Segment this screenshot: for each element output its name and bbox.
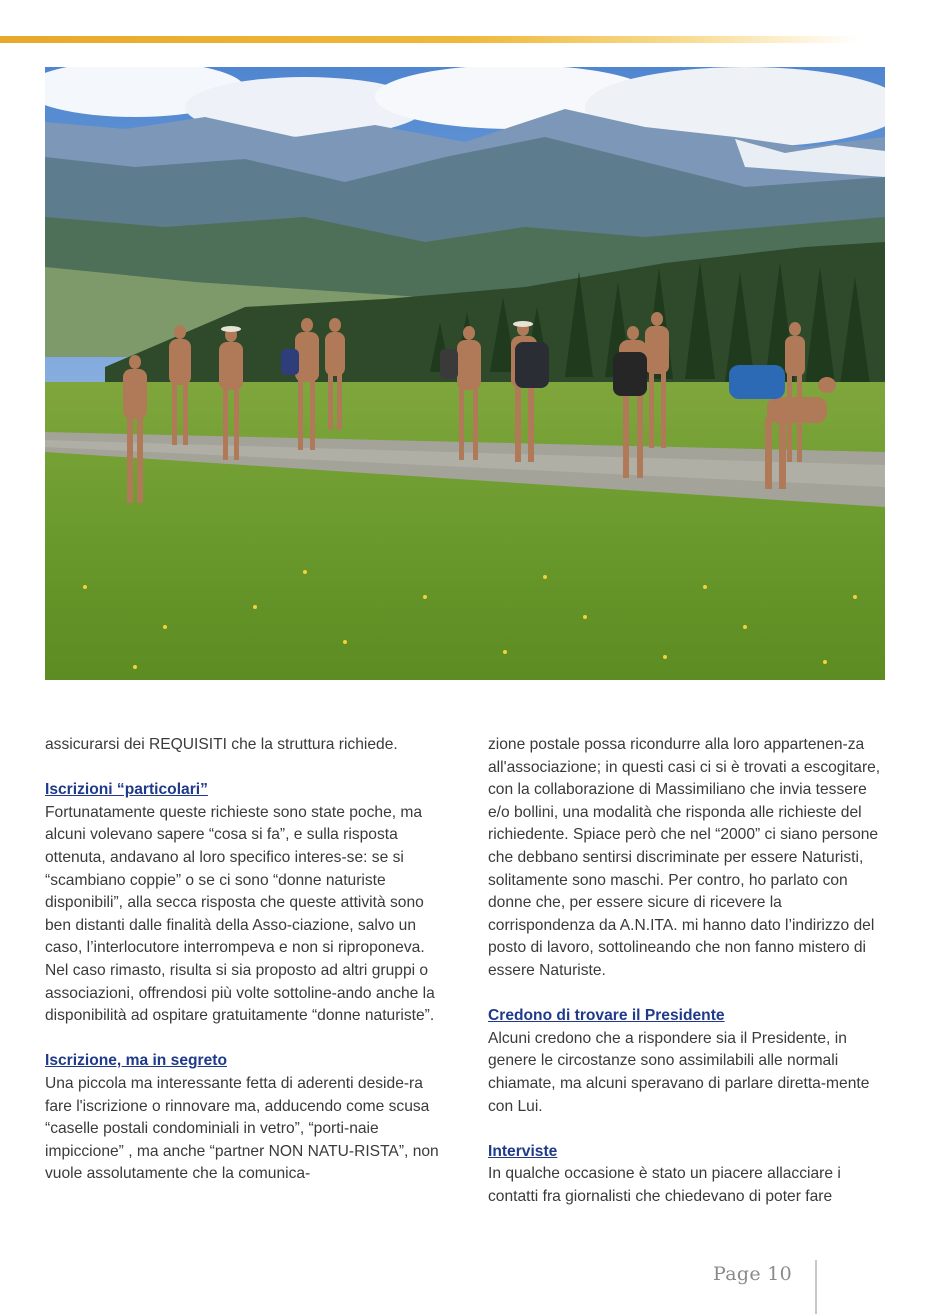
paragraph: Fortunatamente queste richieste sono state poche, ma alcuni volevano sapere “cosa si fa”, e sulla risposta ottenuta, andavano al loro specifico interes-se: se si “scambiano coppie” o se ci sono “donne naturiste disponibili”, alla secca risposta che queste attività sono ben distanti dalle finalità della Asso-ciazione, salvo un caso, l’interlocutore interrompeva e non si riproponeva. [45, 803, 425, 957]
footer-divider [815, 1260, 817, 1314]
left-column [45, 734, 445, 1186]
intro-paragraph: assicurarsi dei REQUISITI che la struttura richiede. [45, 736, 398, 753]
paragraph: Alcuni credono che a rispondere sia il Presidente, in genere le circostanze sono assimilabili alle normali chiamate, ma alcuni speravano di parlare diretta-mente con Lui. [488, 1029, 870, 1115]
page-number: Page 10 [713, 1263, 792, 1285]
heading-iscrizione-in-segreto: Iscrizione, ma in segreto [45, 1052, 227, 1070]
landscape-photo-icon [45, 67, 885, 680]
accent-bar [0, 36, 860, 43]
paragraph: Una piccola ma interessante fetta di aderenti deside-ra fare l'iscrizione o rinnovare ma, adducendo come scusa “caselle postali condominiali in vetro”, “porti-naie impiccione” , ma anche “partner NON NATU-RISTA”, non vuole assolutamente che la comunica- [45, 1074, 439, 1183]
heading-credono-presidente: Credono di trovare il Presidente [488, 1007, 725, 1025]
paragraph: Nel caso rimasto, risulta si sia proposto ad altri gruppi o associazioni, offrendosi più volte sottoline-ando anche la disponibilità ad ospitare gratuitamente “donne naturiste”. [45, 961, 435, 1025]
landscape-photo [45, 67, 885, 680]
paragraph-continued: zione postale possa ricondurre alla loro appartenen-za all'associazione; in questi casi ci si è trovati a escogitare, con la collaborazione di Massimiliano che invia tessere e/o bollini, una modalità che risponda alle richieste del richiedente. Spiace però che nel “2000” ci siano persone che debbano sentirsi discriminate per essere Naturisti, solitamente sono maschi. Per contro, ho parlato con donne che, per essere sicure di ricevere la corrispondenza da A.N.ITA. mi hanno dato l’indirizzo del posto di lavoro, sottolineando che non fanno mistero di essere Naturiste. [488, 736, 881, 979]
heading-interviste: Interviste [488, 1142, 558, 1160]
paragraph: In qualche occasione è stato un piacere allacciare i contatti fra giornalisti che chiedevano di poter fare [488, 1165, 841, 1205]
right-column [488, 734, 888, 1208]
heading-iscrizioni-particolari: Iscrizioni “particolari” [45, 781, 208, 799]
